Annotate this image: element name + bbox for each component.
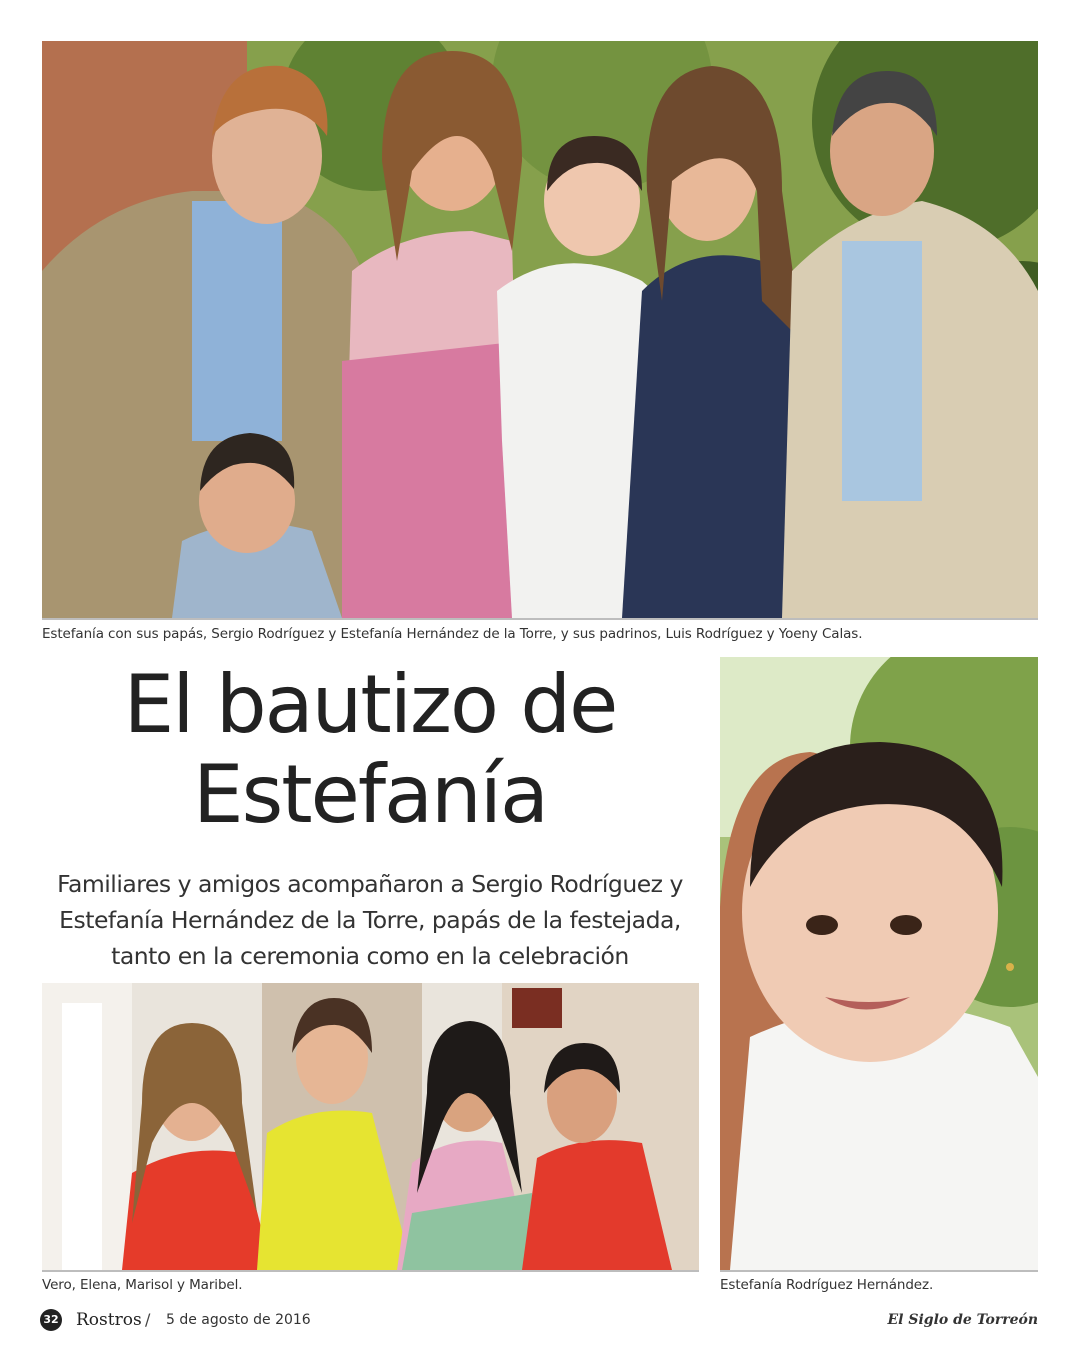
friends-photo (42, 983, 699, 1270)
baby-photo-caption: Estefanía Rodríguez Hernández. (720, 1277, 934, 1293)
article-title-line1: El bautizo de (123, 658, 617, 751)
article-title-line2: Estefanía (193, 748, 547, 841)
article-title (40, 660, 700, 840)
friends-photo-rule (42, 1270, 699, 1272)
baby-photo (720, 657, 1038, 1270)
article-subtitle: Familiares y amigos acompañaron a Sergio Rodríguez y Estefanía Hernández de la Torre, papás de la festejada, tanto en la ceremonia como en la celebración (57, 870, 683, 970)
footer-separator: / (145, 1310, 151, 1329)
family-photo-caption: Estefanía con sus papás, Sergio Rodríguez y Estefanía Hernández de la Torre, y sus padrinos, Luis Rodríguez y Yoeny Calas. (42, 626, 863, 642)
family-photo-rule (42, 618, 1038, 620)
page-number-badge: 32 (40, 1309, 62, 1331)
publication-masthead: El Siglo de Torreón (887, 1312, 1038, 1328)
family-photo (42, 41, 1038, 618)
section-name: Rostros (76, 1310, 142, 1330)
issue-date: 5 de agosto de 2016 (166, 1312, 311, 1328)
baby-photo-rule (720, 1270, 1038, 1272)
friends-photo-caption: Vero, Elena, Marisol y Maribel. (42, 1277, 243, 1293)
